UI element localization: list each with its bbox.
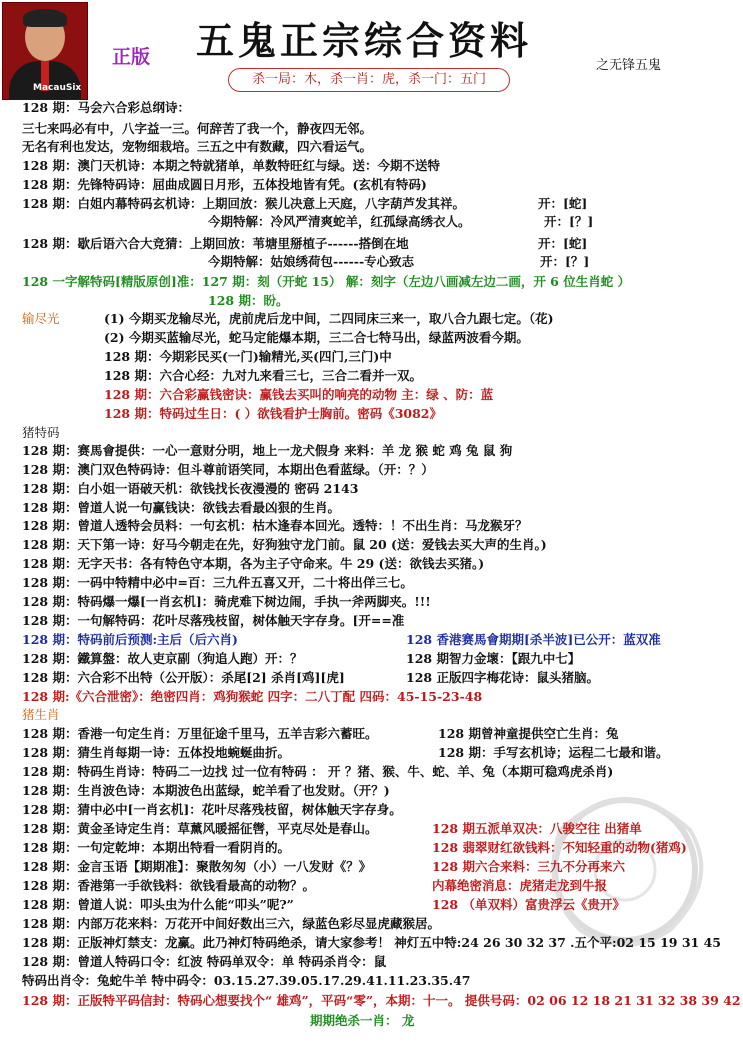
text-line: 128 期：生肖波色诗：本期波色出蓝绿，蛇羊看了也发财。（开？) <box>22 783 390 798</box>
text-line: 128 期五派单双决：八骏空往 出猪单 <box>432 821 642 836</box>
text-line: 128 期六合来料：三九不分再来六 <box>432 859 625 874</box>
text-line: 128 香港赛馬會期期[杀半波]已公开：蓝双准 <box>406 632 661 647</box>
text-line: 开：[？] <box>540 254 590 269</box>
text-line: 开：[蛇] <box>538 236 588 251</box>
text-line: 128 期：内部万花来料：万花开中间好数出三六，绿蓝色彩尽显虎藏猴居。 <box>22 916 440 931</box>
text-line: 128 期：特码过生日：( ）欲钱看护士胸前。密码《3082》 <box>104 406 443 421</box>
text-line: 128 期：白小姐一语破天机：欲钱找长夜漫漫的 密码 2143 <box>22 481 359 496</box>
text-line: 128 期：香港第一手欲钱料：欲钱看最高的动物？。 <box>22 878 315 893</box>
avatar-watermark: MacauSix <box>33 83 82 93</box>
text-line: 无名有利也发达，宠物细栽培。三五之中有数藏，四六看运气。 <box>22 139 373 154</box>
author-label: 之无锋五鬼 <box>596 58 662 73</box>
text-line: 128 期：一句解特码：花叶尽落残枝留，树体触天字存身。[开==准 <box>22 613 405 628</box>
text-line: 128 期：金言玉语【期期准】：聚散匆匆（小）一八发财《？》 <box>22 859 372 874</box>
text-line: 128 正版四字梅花诗：鼠头猪脑。 <box>406 670 599 685</box>
text-line: 128 期：天下第一诗：好马今朝走在先，好狗独守龙门前。鼠 20 (送：爱钱去买大声的生肖。) <box>22 537 547 552</box>
text-line: 128 期：盼。 <box>208 293 289 308</box>
text-line: 内幕绝密消息：虎猪走龙到牛报 <box>432 878 608 893</box>
text-line: 128 期：曾道人说一句赢钱诀：欲钱去看最凶狠的生肖。 <box>22 500 340 515</box>
text-line: 128 期：曾道人透特会员料：一句玄机：枯木逢春本回光。透特：！不出生肖：马龙猴牙？ <box>22 518 528 533</box>
text-line: 128 期：六合彩赢钱密诀：赢钱去买叫的响亮的动物 主：绿 、防：蓝 <box>104 387 494 402</box>
text-line: 128 期智力金壞：【跟九中七】 <box>406 651 581 666</box>
text-line: 128 期曾神童提供空亡生肖：兔 <box>438 726 619 741</box>
text-line: 128 期：马会六合彩总纲诗： <box>22 100 190 115</box>
text-line: 128 期：正版神灯禁支：龙赢。此乃神灯特码绝杀，请大家参考！ 神灯五中特:24 26 30 32 37 .五个平:02 15 19 31 45 <box>22 935 721 950</box>
text-line: 128 期：香港一句定生肖：万里征途千里马，五羊吉彩六蓄旺。 <box>22 726 378 741</box>
edition-label: 正版 <box>112 46 151 68</box>
text-line: 128 期：无字天书：各有特色守本期，各为主子守命来。牛 29 (送：欲钱去买猪。) <box>22 556 485 571</box>
text-line: 128 期：曾道人特码口令：红波 特码单双令：单 特码杀肖令：鼠 <box>22 954 387 969</box>
header <box>0 0 743 100</box>
text-line: (2) 今期买蓝输尽光，蛇马定能爆本期，三二合七特马出，绿蓝两波看今期。 <box>104 330 529 345</box>
page-title: 五鬼正宗综合资料 <box>196 18 533 63</box>
text-line: 128 期：曾道人说：叩头虫为什么能“叩头”呢?” <box>22 897 294 912</box>
text-line: 128 期：六合心经：九对九来看三七，三合二看并一双。 <box>104 368 422 383</box>
text-line: 128 期：一码中特精中必中=百：三九件五喜又开，二十将出佯三七。 <box>22 575 413 590</box>
text-line: 128 期:《六合泄密》：绝密四肖：鸡狗猴蛇 四字：二八丁配 四码：45-15-23-48 <box>22 689 483 704</box>
text-line: 128 期：六合彩不出特（公开版）：杀尾[2] 杀肖[鸡][虎] <box>22 670 345 685</box>
text-line: 今期特解：冷风严清爽蛇羊，红孤绿高绣衣人。 <box>208 214 471 229</box>
text-line: 今期特解：姑娘绣荷包------专心致志 <box>208 254 415 269</box>
text-line: 开：[蛇] <box>538 196 588 211</box>
text-line: 128 期：特码爆一爆[一肖玄机]：骑虎难下树边闹，手执一斧两脚夹。!!! <box>22 594 431 609</box>
text-line: 128 期：鐵算盤：故人吏京副（狗追人跑）开：？ <box>22 651 303 666</box>
text-line: 128 期：一句定乾坤：本期出特看一看阴肖的。 <box>22 840 290 855</box>
text-line: 128 期：歇后语六合大竞猜：上期回放：苇塘里掰植子------搭倒在地 <box>22 236 409 251</box>
text-line: 期期绝杀一肖： 龙 <box>310 1013 415 1028</box>
text-line: 猪生肖 <box>22 707 60 722</box>
text-line: 特码出肖令：兔蛇牛羊 特中码令：03.15.27.39.05.17.29.41.11.23.35.47 <box>22 973 471 988</box>
text-line: 128 期：今期彩民买(一门)输精光,买(四门,三门)中 <box>104 349 392 364</box>
kill-line-badge: 杀一局：木，杀一肖：虎，杀一门：五门 <box>228 68 510 92</box>
text-line: 128 期：特码前后预测:主后（后六肖) <box>22 632 238 647</box>
text-line: 128 期：赛馬會提供：一心一意财分明，地上一龙犬假身 来料：羊 龙 猴 蛇 鸡 兔 鼠 狗 <box>22 443 513 458</box>
text-line: 128 期：特码生肖诗：特码二一边找 过一位有特码 ： 开 ？猪、猴、牛、蛇、羊、兔（本期可稳鸡虎杀肖) <box>22 764 614 779</box>
text-line: 128 期：正版特平码信封：特码心想要找个“ 雄鸡”，平码“零”，本期：十一。 提供号码：02 06 12 18 21 31 32 38 39 42 <box>22 993 741 1008</box>
text-line: 128 期：先锋特码诗：屈曲成圆日月形，五体投地皆有凭。(玄机有特码) <box>22 177 427 192</box>
text-line: 128 期：白姐内幕特码玄机诗：上期回放：猴儿决意上天庭，八字葫芦发其祥。 <box>22 196 465 211</box>
text-line: 128 期：猜中必中[一肖玄机]：花叶尽落残枝留，树体触天字存身。 <box>22 802 402 817</box>
text-line: 128 期：手写玄机诗；运程二七最和谐。 <box>438 745 669 760</box>
text-line: 开：[？] <box>544 214 594 229</box>
text-line: 128 期：澳门天机诗：本期之特就猪单，单数特旺红与绿。送：今期不送特 <box>22 158 440 173</box>
text-line: 128 （单双料）富贵浮云《贵开》 <box>432 897 625 912</box>
text-line: 猪特码 <box>22 425 60 440</box>
avatar <box>2 2 88 100</box>
text-line: 输尽光 <box>22 311 60 326</box>
text-line: 128 一字解特码[精版原创]准：127 期：刻（开蛇 15） 解：刻字（左边八画减左边二画，开 6 位生肖蛇 ） <box>22 274 631 289</box>
text-line: 128 期：黄金圣诗定生肖：草薰风暖摇征辔，平克尽处是春山。 <box>22 821 378 836</box>
text-line: 三七来吗必有中，八字益一三。何辞苦了我一个，静夜四无邻。 <box>22 121 373 136</box>
text-line: 128 期：猜生肖每期一诗：五体投地蜿蜒曲折。 <box>22 745 290 760</box>
text-line: 128 翡翠财红欲钱料：不知轻重的动物(猪鸡) <box>432 840 687 855</box>
text-line: (1) 今期买龙输尽光，虎前虎后龙中间，二四同床三来一，取八合九跟七定。（花) <box>104 311 554 326</box>
text-line: 128 期：澳门双色特码诗：但斗尊前语笑同，本期出色看蓝绿。（开：？） <box>22 462 434 477</box>
